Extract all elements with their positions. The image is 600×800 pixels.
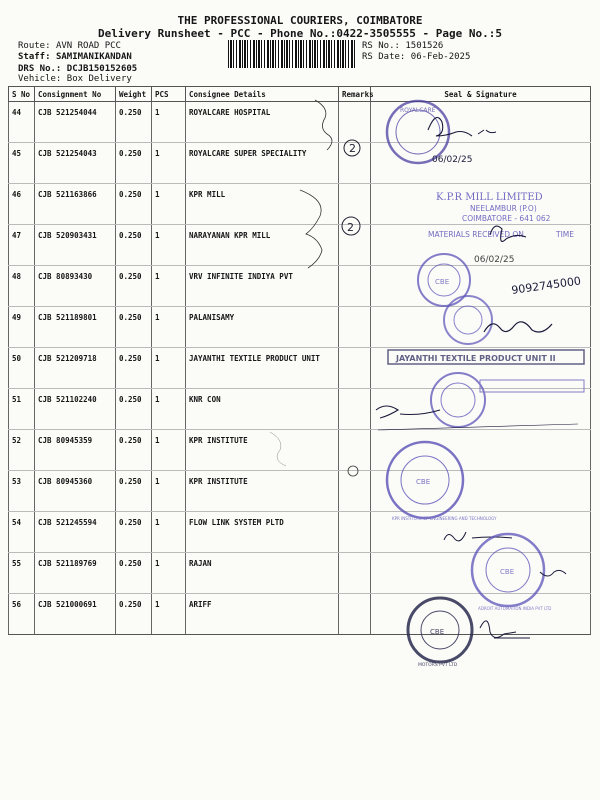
seal-signature-cell xyxy=(371,184,591,225)
table-row xyxy=(9,512,591,553)
table-row xyxy=(9,471,591,512)
consignee-cell: KPR INSTITUTE xyxy=(186,471,339,512)
consignment-cell: CJB 520903431 xyxy=(35,225,116,266)
remarks-cell xyxy=(339,594,371,635)
seal-signature-cell xyxy=(371,143,591,184)
jayanthi-stamp-text: JAYANTHI TEXTILE PRODUCT UNIT II xyxy=(396,354,556,363)
seal-signature-cell xyxy=(371,102,591,143)
kpr-stamp-time: TIME xyxy=(556,230,575,239)
sno-cell: 44 xyxy=(9,102,35,143)
vehicle-value: Box Delivery xyxy=(66,74,132,84)
flow-link-cbe: CBE xyxy=(500,568,515,576)
kpr-stamp-name: K.P.R MILL LIMITED xyxy=(436,192,543,203)
pcs-cell: 1 xyxy=(152,553,186,594)
remarks-cell xyxy=(339,512,371,553)
vehicle-line xyxy=(18,74,132,85)
consignee-cell: PALANISAMY xyxy=(186,307,339,348)
table-row xyxy=(9,553,591,594)
barcode xyxy=(228,40,356,68)
pcs-cell: 1 xyxy=(152,389,186,430)
col-pcs: PCS xyxy=(152,87,186,102)
sno-cell: 49 xyxy=(9,307,35,348)
weight-cell: 0.250 xyxy=(116,143,152,184)
col-weight: Weight xyxy=(116,87,152,102)
table-row xyxy=(9,389,591,430)
consignee-cell: KPR MILL xyxy=(186,184,339,225)
remarks-cell xyxy=(339,471,371,512)
company-title: THE PROFESSIONAL COURIERS, COIMBATORE xyxy=(177,14,423,27)
consignee-cell: ROYALCARE HOSPITAL xyxy=(186,102,339,143)
table-row xyxy=(9,102,591,143)
remark-mark-47: 2 xyxy=(347,221,354,234)
motors-cbe: CBE xyxy=(430,628,445,636)
pcs-cell: 1 xyxy=(152,471,186,512)
seal-signature-cell xyxy=(371,471,591,512)
rs-no-value: 1501526 xyxy=(405,41,444,51)
rs-date-value: 06-Feb-2025 xyxy=(410,52,471,62)
col-remarks: Remarks xyxy=(339,87,371,102)
route-label: Route: xyxy=(18,41,51,51)
kpr-stamp-place1: NEELAMBUR (P.O) xyxy=(470,204,537,213)
flow-link-text: ADROIT AUTOMATION INDIA PVT LTD xyxy=(478,606,552,611)
remarks-cell xyxy=(339,184,371,225)
remarks-cell xyxy=(339,553,371,594)
sno-cell: 56 xyxy=(9,594,35,635)
table-row xyxy=(9,184,591,225)
remarks-cell xyxy=(339,266,371,307)
consignment-cell: CJB 80893430 xyxy=(35,266,116,307)
phone-note: 9092745000 xyxy=(510,274,582,297)
remarks-cell xyxy=(339,143,371,184)
consignee-cell: FLOW LINK SYSTEM PLTD xyxy=(186,512,339,553)
pcs-cell: 1 xyxy=(152,102,186,143)
consignment-cell: CJB 521163866 xyxy=(35,184,116,225)
seal-signature-cell xyxy=(371,553,591,594)
weight-cell: 0.250 xyxy=(116,594,152,635)
seal-signature-cell xyxy=(371,225,591,266)
weight-cell: 0.250 xyxy=(116,225,152,266)
sno-cell: 52 xyxy=(9,430,35,471)
rs-date-line xyxy=(362,52,470,63)
consignee-cell: KPR INSTITUTE xyxy=(186,430,339,471)
route-value: AVN ROAD PCC xyxy=(55,41,121,51)
remarks-cell xyxy=(339,307,371,348)
table-row xyxy=(9,143,591,184)
seal-signature-cell xyxy=(371,348,591,389)
kpr-institute-text: KPR INSTITUTE OF ENGINEERING AND TECHNOLOGY xyxy=(392,516,497,521)
remarks-cell xyxy=(339,102,371,143)
seal-signature-cell xyxy=(371,594,591,635)
consignment-cell: CJB 80945359 xyxy=(35,430,116,471)
table-row xyxy=(9,225,591,266)
royalcare-stamp-text: ROYALCARE xyxy=(400,107,436,114)
consignment-cell: CJB 521254043 xyxy=(35,143,116,184)
col-sno: S No xyxy=(9,87,35,102)
table-row xyxy=(9,307,591,348)
seal-signature-cell xyxy=(371,512,591,553)
vrv-stamp-cbe: CBE xyxy=(435,278,450,286)
col-seal: Seal & Signature xyxy=(371,87,591,102)
table-header-row xyxy=(9,87,591,102)
consignee-cell: VRV INFINITE INDIYA PVT xyxy=(186,266,339,307)
consignee-cell: ARIFF xyxy=(186,594,339,635)
sno-cell: 54 xyxy=(9,512,35,553)
kpr-stamp-place2: COIMBATORE - 641 062 xyxy=(462,214,551,223)
consignment-cell: CJB 521254044 xyxy=(35,102,116,143)
runsheet-subtitle: Delivery Runsheet - PCC - Phone No.:0422-3505555 - Page No.:5 xyxy=(98,27,502,40)
rs-no-line xyxy=(362,41,443,52)
motors-text: MOTORS PVT LTD xyxy=(418,663,458,668)
sno-cell: 50 xyxy=(9,348,35,389)
sno-cell: 47 xyxy=(9,225,35,266)
kpr-institute-cbe: CBE xyxy=(416,478,431,486)
weight-cell: 0.250 xyxy=(116,512,152,553)
consignee-cell: JAYANTHI TEXTILE PRODUCT UNIT xyxy=(186,348,339,389)
col-consignee: Consignee Details xyxy=(186,87,339,102)
kpr-stamp-materials: MATERIALS RECEIVED ON xyxy=(428,230,524,239)
kpr-stamp-date: 06/02/25 xyxy=(474,255,515,265)
rs-no-label: RS No.: xyxy=(362,41,400,51)
sno-cell: 53 xyxy=(9,471,35,512)
remark-mark-45: 2 xyxy=(349,142,356,155)
runsheet-table xyxy=(8,86,591,635)
weight-cell: 0.250 xyxy=(116,266,152,307)
consignment-cell: CJB 521245594 xyxy=(35,512,116,553)
pcs-cell: 1 xyxy=(152,594,186,635)
drs-label: DRS No.: xyxy=(18,64,62,74)
remarks-cell xyxy=(339,225,371,266)
consignment-cell: CJB 521189801 xyxy=(35,307,116,348)
pcs-cell: 1 xyxy=(152,512,186,553)
remarks-cell xyxy=(339,389,371,430)
pcs-cell: 1 xyxy=(152,430,186,471)
rs-date-label: RS Date: xyxy=(362,52,406,62)
consignment-cell: CJB 521102240 xyxy=(35,389,116,430)
seal-signature-cell xyxy=(371,430,591,471)
table-row xyxy=(9,594,591,635)
sno-cell: 45 xyxy=(9,143,35,184)
consignee-cell: RAJAN xyxy=(186,553,339,594)
weight-cell: 0.250 xyxy=(116,307,152,348)
sno-cell: 51 xyxy=(9,389,35,430)
table-row xyxy=(9,348,591,389)
consignment-cell: CJB 521189769 xyxy=(35,553,116,594)
weight-cell: 0.250 xyxy=(116,348,152,389)
pcs-cell: 1 xyxy=(152,307,186,348)
weight-cell: 0.250 xyxy=(116,102,152,143)
consignment-cell: CJB 80945360 xyxy=(35,471,116,512)
staff-label: Staff: xyxy=(18,52,51,62)
pcs-cell: 1 xyxy=(152,184,186,225)
col-consignment: Consignment No xyxy=(35,87,116,102)
table-row xyxy=(9,430,591,471)
vehicle-label: Vehicle: xyxy=(18,74,62,84)
sno-cell: 46 xyxy=(9,184,35,225)
weight-cell: 0.250 xyxy=(116,430,152,471)
seal-signature-cell xyxy=(371,307,591,348)
remarks-cell xyxy=(339,348,371,389)
seal-signature-cell xyxy=(371,266,591,307)
pcs-cell: 1 xyxy=(152,266,186,307)
consignee-cell: ROYALCARE SUPER SPECIALITY xyxy=(186,143,339,184)
consignee-cell: KNR CON xyxy=(186,389,339,430)
weight-cell: 0.250 xyxy=(116,389,152,430)
consignment-cell: CJB 521209718 xyxy=(35,348,116,389)
consignee-cell: NARAYANAN KPR MILL xyxy=(186,225,339,266)
seal-signature-cell xyxy=(371,389,591,430)
drs-value: DCJB150152605 xyxy=(66,64,138,74)
weight-cell: 0.250 xyxy=(116,471,152,512)
staff-line xyxy=(18,52,132,63)
pcs-cell: 1 xyxy=(152,348,186,389)
weight-cell: 0.250 xyxy=(116,184,152,225)
remarks-cell xyxy=(339,430,371,471)
table-row xyxy=(9,266,591,307)
pcs-cell: 1 xyxy=(152,143,186,184)
consignment-cell: CJB 521000691 xyxy=(35,594,116,635)
sign-date-45: 06/02/25 xyxy=(432,155,473,165)
sno-cell: 55 xyxy=(9,553,35,594)
sno-cell: 48 xyxy=(9,266,35,307)
pcs-cell: 1 xyxy=(152,225,186,266)
route-line xyxy=(18,41,121,52)
weight-cell: 0.250 xyxy=(116,553,152,594)
staff-value: SAMIMANIKANDAN xyxy=(55,52,132,62)
